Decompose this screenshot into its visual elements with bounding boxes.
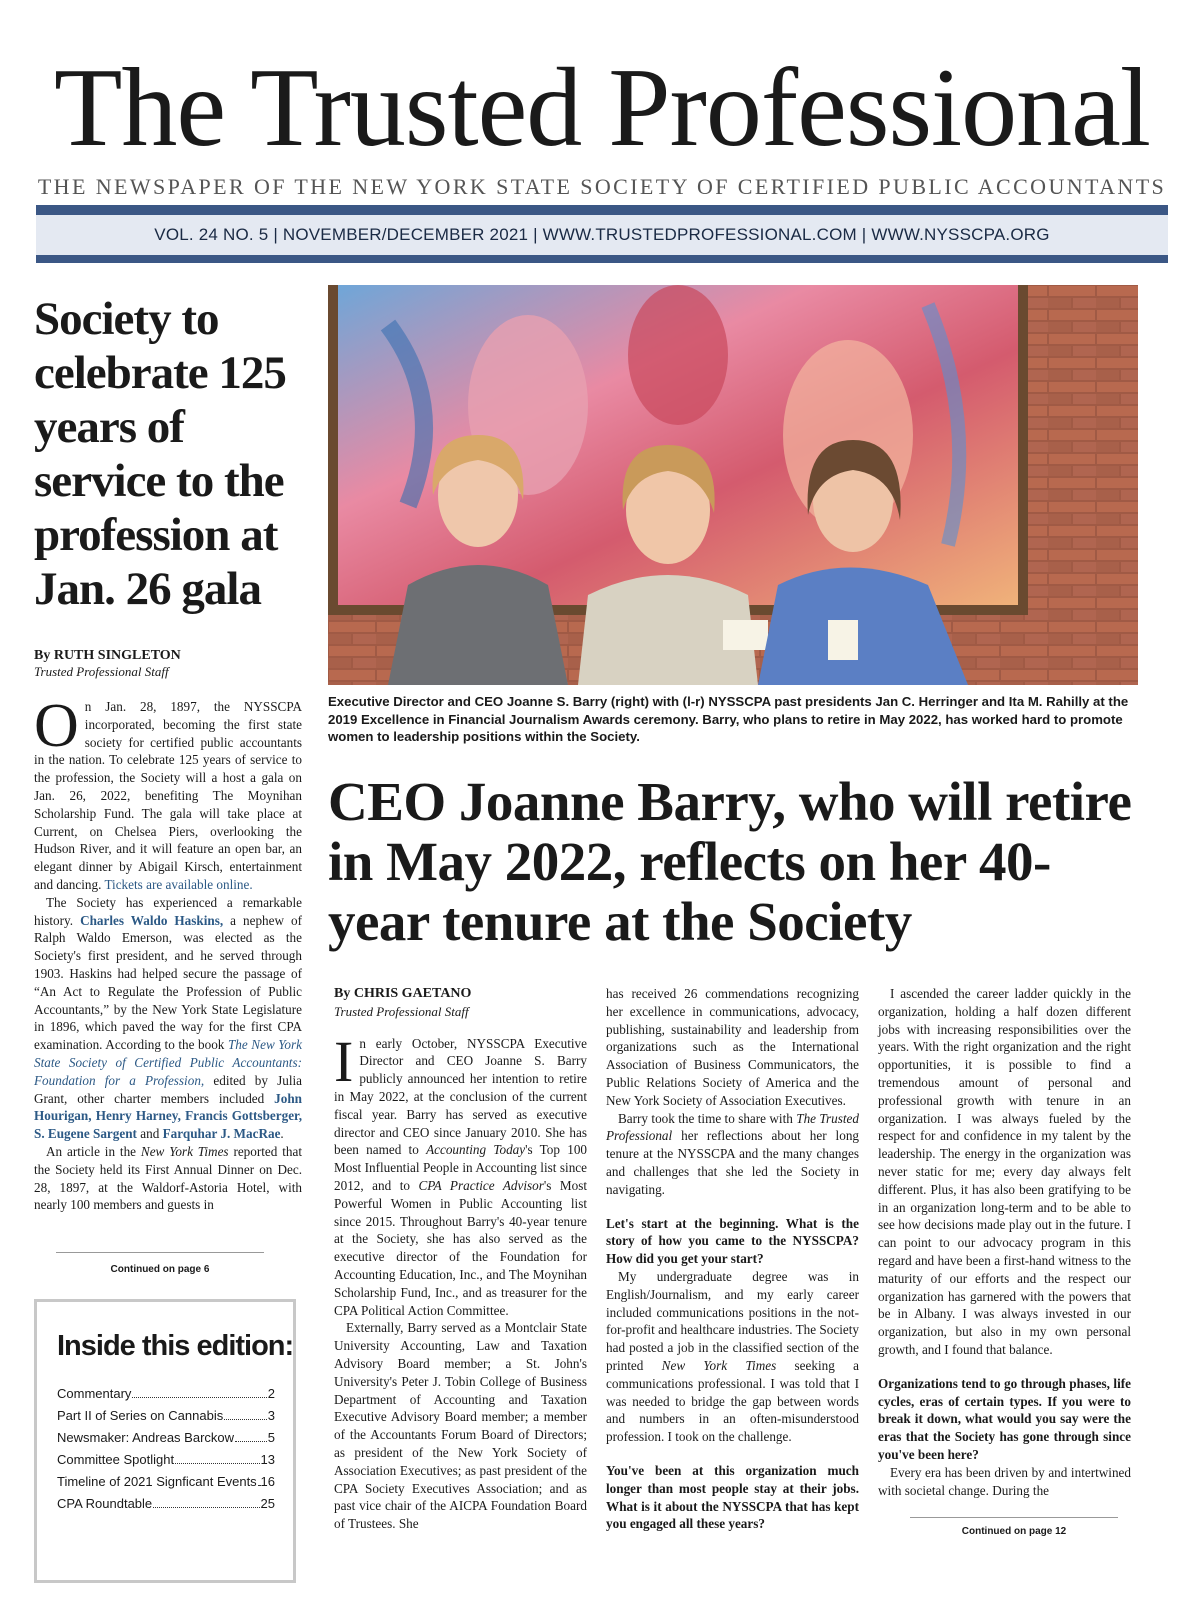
toc-label: Committee Spotlight (57, 1452, 175, 1467)
toc-list (57, 1383, 275, 1515)
main-c2-p2b: her reflections about her long tenure at the NYSSCPA and the many changes and challenges that she led the Society in navigating. (606, 1128, 860, 1197)
left-p2c: edited by Julia Grant, other charter members included (34, 1072, 302, 1106)
cpa-practice-advisor: CPA Practice Advisor (418, 1177, 544, 1193)
toc-item[interactable] (57, 1449, 275, 1471)
answer-2: I ascended the career ladder quickly in the organization, holding a half dozen different jobs with increasing responsibilities over the years. With the right organization and the right opportunities, it is possible to find a tremendous amount of personal and professional growth with tenure in an organization. I was always fueled by the respect for and confidence in my talent by the leadership. The energy in the organization was never static for me; every day always felt different. Plus, it has also been gratifying to be in an organization long-term and to be able to see how decisions made play out in the future. I can point to our advocacy program in this regard and have been a first-hand witness to the maturity of our efforts and the respect our organization has garnered with the powers that be in Albany. I was always invested in our organization, but also in my own personal growth, and I found that balance. (878, 986, 1131, 1357)
name-macrae: Farquhar J. MacRae (162, 1126, 281, 1142)
main-col-2 (606, 985, 859, 1533)
tp-title: The Trusted Professional (606, 1110, 859, 1144)
issue-bar (36, 205, 1168, 263)
toc-leader (258, 1485, 260, 1486)
toc-item[interactable] (57, 1471, 275, 1493)
toc-page: 25 (260, 1496, 275, 1511)
toc-label: Commentary (57, 1386, 132, 1401)
main-col-1 (334, 985, 587, 1533)
toc-page: 5 (267, 1430, 275, 1445)
left-p1: n Jan. 28, 1897, the NYSSCPA incorporated, becoming the first state society for certified public accountants in the nation. To celebrate 125 years of service to the profession, the Society will a host a gala on Jan. 26, 2022, benefiting The Moynihan Scholarship Fund. The gala will take place at Current, on Chelsea Piers, overlooking the Hudson River, and it will feature an open bar, an elegant dinner by Abigail Kirsch, entertainment and dancing. (34, 699, 302, 892)
toc-leader (175, 1463, 259, 1464)
toc-item[interactable] (57, 1427, 275, 1449)
main-c1-p1a: n early October, NYSSCPA Executive Director and CEO Joanne S. Barry publicly announced her intention to retire in May 2022, at the conclusion of the current fiscal year. Barry has served as executive director and CEO since January 2010. She has been named to (334, 1035, 587, 1158)
left-headline: Society to celebrate 125 years of service to the profession at Jan. 26 gala (34, 293, 286, 615)
continued-page-12: Continued on page 12 (961, 1526, 1067, 1537)
tickets-link[interactable]: Tickets are available online. (104, 876, 253, 892)
nyt-title-2: New York Times (661, 1357, 777, 1373)
question-3: Organizations tend to go through phases, life cycles, eras of certain types. If you were to break it down, what would you say were the eras that the Society has gone through since you've been here? (878, 1375, 1131, 1462)
answer-3: Every era has been driven by and intertwined with societal change. During the (878, 1464, 1131, 1498)
photo-illustration (328, 285, 1138, 685)
toc-item[interactable] (57, 1493, 275, 1515)
continued-rule-left (56, 1252, 264, 1253)
main-byline-sub: Trusted Professional Staff (334, 1003, 469, 1019)
main-headline: CEO Joanne Barry, who will retire in May 2022, reflects on her 40-year tenure at the Society (328, 771, 1132, 952)
main-c1-p1b: 's Top 100 Most Influential People in Accounting list since 2012, and to (334, 1142, 588, 1193)
toc-page: 2 (267, 1386, 275, 1401)
main-c2-p2a: Barry took the time to share with (618, 1110, 793, 1126)
name-haskins: Charles Waldo Haskins, (80, 912, 224, 928)
toc-page: 3 (267, 1408, 275, 1423)
toc-label: CPA Roundtable (57, 1496, 153, 1511)
newspaper-subtitle: THE NEWSPAPER OF THE NEW YORK STATE SOCIETY OF CERTIFIED PUBLIC ACCOUNTANTS (37, 174, 1167, 199)
charter-names: John Hourigan, Henry Harney, Francis Gottsberger, S. Eugene Sargent (34, 1090, 302, 1142)
left-byline: By RUTH SINGLETON (34, 648, 181, 663)
masthead (36, 46, 1168, 200)
answer-1b: seeking a communications professional. I was told that I was needed to bridge the gap between words and numbers in an often-misunderstood profession. I took on the challenge. (606, 1357, 859, 1445)
main-c2-p1: has received 26 commendations recognizing her excellence in communications, advocacy, publishing, sustainability and leadership from organizations such as the International Association of Business Communicators, the Public Relations Society of America and the New York Society of Association Executives. (606, 986, 859, 1108)
main-byline: By CHRIS GAETANO (334, 986, 472, 1001)
main-drop-cap: I (334, 1028, 354, 1094)
continued-page-6: Continued on page 6 (110, 1264, 210, 1275)
answer-1a: My undergraduate degree was in English/Journalism, and my early career included communications positions in the not-for-profit and healthcare industries. The Society had posted a job in the classified section of the printed (606, 1268, 859, 1373)
toc-page: 13 (260, 1452, 275, 1467)
toc-label: Newsmaker: Andreas Barckow (57, 1430, 235, 1445)
newspaper-title: The Trusted Professional (54, 46, 1150, 170)
photo-caption: Executive Director and CEO Joanne S. Barry (right) with (l-r) NYSSCPA past presidents Jan C. Herringer and Ita M. Rahilly at the 2019 Excellence in Financial Journalism Awards ceremony. Barry, who plans to retire in May 2022, has worked hard to promote women to leadership positions within the Society. (328, 694, 1129, 744)
question-2: You've been at this organization much longer than most people stay at their jobs. What is it about the NYSSCPA that has kept you engaged all these years? (606, 1462, 859, 1532)
inside-edition-title: Inside this edition: (57, 1330, 294, 1362)
left-byline-sub: Trusted Professional Staff (34, 664, 169, 679)
toc-label: Part II of Series on Cannabis (57, 1408, 224, 1423)
main-c1-p2: Externally, Barry served as a Montclair State University Accounting, Law and Taxation Advisory Board member; a St. John's University's Peter J. Tobin College of Business Department of Accounting and Taxation Executive Advisory Board member; a member of the Accountants Forum Board of Directors; as president of the New York Society of Association Executives; as past president of the CPA Society Executives Association; and as past vice chair of the AICPA Foundation Board of Trustees. She (334, 1320, 587, 1532)
main-c1-p1c: 's Most Powerful Women in Public Accounting list since 2015. Throughout Barry's 40-year tenure at the Society, she has also served as the executive director of the Foundation for Accounting Education, Inc., and The Moynihan Scholarship Fund, Inc., and as treasurer for the CPA Political Action Committee. (334, 1177, 588, 1318)
left-p2a: The Society has experienced a remarkable history. (34, 894, 302, 928)
left-p3a: An article in the (46, 1143, 137, 1159)
question-1: Let's start at the beginning. What is the story of how you came to the NYSSCPA? How did you get your start? (606, 1215, 859, 1267)
feature-photo (328, 285, 1138, 685)
left-article (34, 292, 302, 1214)
issue-line: VOL. 24 NO. 5 | NOVEMBER/DECEMBER 2021 | WWW.TRUSTEDPROFESSIONAL.COM | WWW.NYSSCPA.ORG (154, 225, 1050, 244)
toc-item[interactable] (57, 1405, 275, 1427)
toc-leader (153, 1507, 259, 1508)
left-body: On Jan. 28, 1897, the NYSSCPA incorporated, becoming the first state society for certified public accountants in the nation. To celebrate 125 years of service to the profession, the Society will a host a gala on Jan. 26, 2022, benefiting The Moynihan Scholarship Fund. The gala will take place at Current, on Chelsea Piers, overlooking the Hudson River, and it will feature an open bar, an elegant dinner by Abigail Kirsch, entertainment and dancing. Tickets are available online. The Society has experienced a remarkable history. Charles Waldo Haskins, a nephew of Ralph Waldo Emerson, was elected as the Society's first president, and he served through 1903. Haskins had helped secure the passage of “An Act to Regulate the Profession of Public Accountants,” by the New York State Legislature in 1896, which paved the way for the first CPA examination. According to the book The New York State Society of Certified Public Accountants: Foundation for a Profession, edited by Julia Grant, other charter members included John Hourigan, Henry Harney, Francis Gottsberger, S. Eugene Sargent and Farquhar J. MacRae. An article in the New York Times reported that the Society held its First Annual Dinner on Dec. 28, 1897, at the Waldorf-Astoria Hotel, with nearly 100 members and guests in (34, 692, 303, 1213)
toc-item[interactable] (57, 1383, 275, 1405)
book-title: The New York State Society of Certified Public Accountants: Foundation for a Profession, (34, 1037, 302, 1088)
left-p3b: reported that the Society held its First Annual Dinner on Dec. 28, 1897, at the Waldorf-Astoria Hotel, with nearly 100 members and guests in (34, 1143, 303, 1213)
left-p2b: a nephew of Ralph Waldo Emerson, was elected as the Society's first president, and he served through 1903. Haskins had helped secure the passage of “An Act to Regulate the Profession of Public Accountants,” by the New York State Legislature in 1896, which paved the way for the first CPA examination. According to the book (34, 912, 303, 1053)
toc-leader (224, 1419, 267, 1420)
inside-edition-box (34, 1299, 296, 1583)
left-drop-cap: O (34, 692, 79, 760)
left-p2-and: and (140, 1126, 160, 1142)
accounting-today: Accounting Today (426, 1142, 526, 1158)
toc-page: 16 (260, 1474, 275, 1489)
toc-leader (132, 1397, 266, 1398)
toc-label: Timeline of 2021 Signficant Events (57, 1474, 257, 1489)
nyt-title: New York Times (140, 1143, 229, 1159)
main-col-3 (878, 985, 1131, 1499)
continued-rule-right (910, 1517, 1118, 1518)
toc-leader (235, 1441, 267, 1442)
